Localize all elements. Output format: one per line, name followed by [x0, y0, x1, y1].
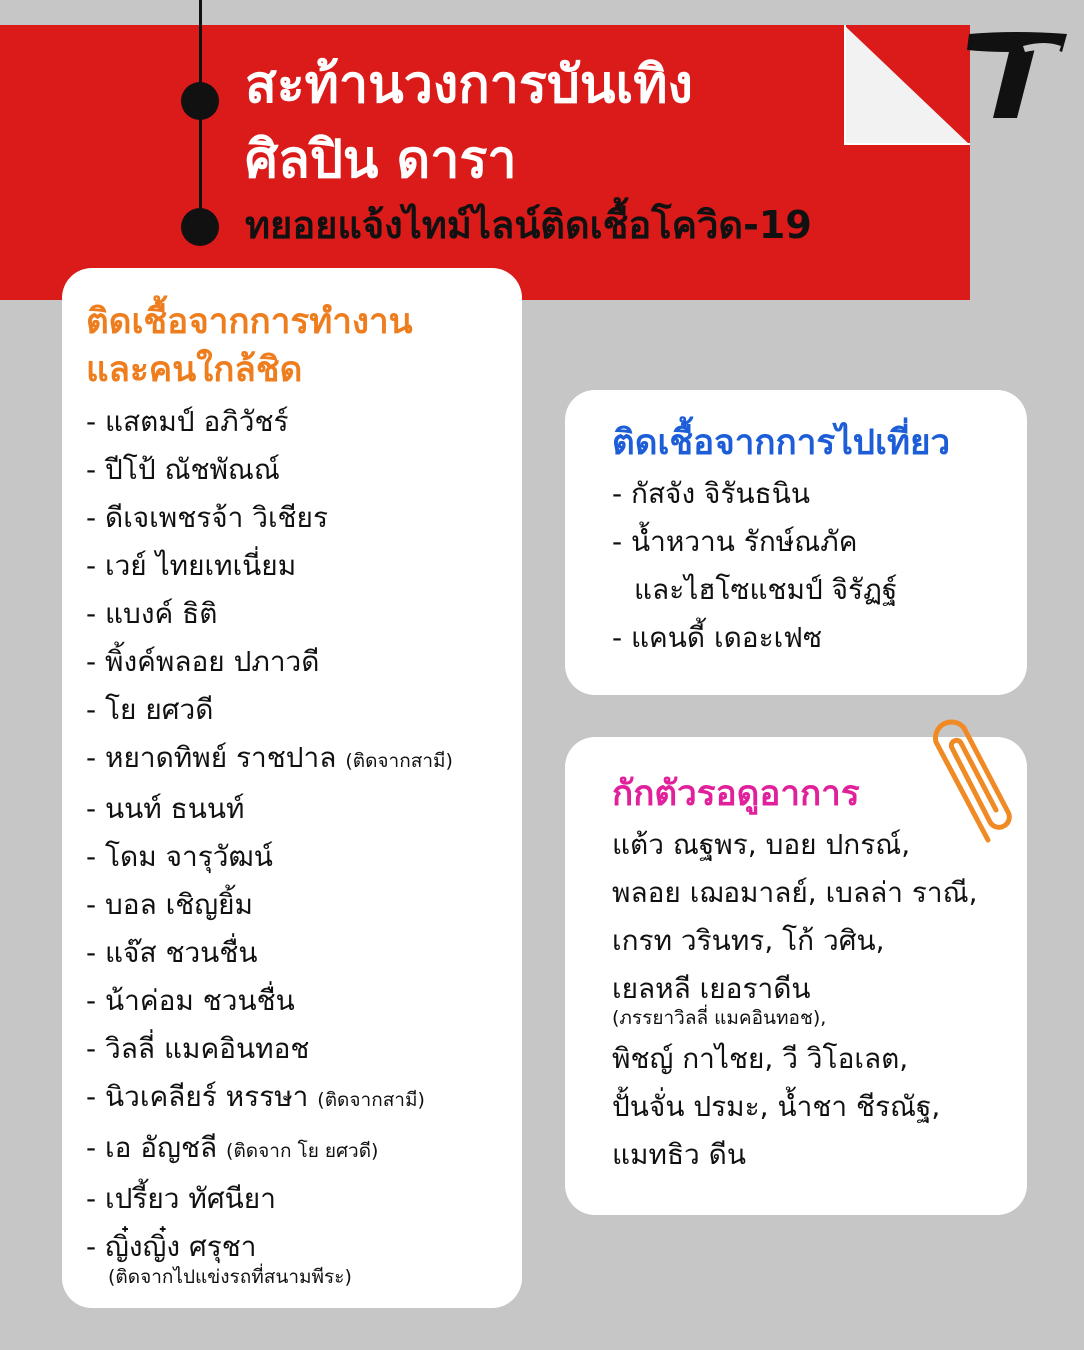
list-item — [86, 1025, 453, 1073]
list-item — [86, 638, 453, 686]
page-title-line1: สะท้านวงการบันเทิง — [245, 55, 693, 115]
travel-infection-heading: ติดเชื้อจากการไปเที่ยว — [612, 423, 951, 463]
list-item — [86, 398, 453, 446]
person-name: - เอ อัญชลี — [86, 1131, 218, 1164]
person-name: - โย ยศวดี — [86, 693, 214, 726]
quarantine-line: แต้ว ณฐพร, บอย ปกรณ์, — [612, 828, 911, 861]
list-item-continuation: และไฮโซแชมป์ จิรัฏฐ์ — [634, 573, 898, 606]
quarantine-line: เกรท วรินทร, โก้ วศิน, — [612, 924, 885, 957]
person-name: - โดม จารุวัฒน์ — [86, 840, 273, 873]
person-name: - นนท์ ธนนท์ — [86, 792, 245, 825]
person-name: - หยาดทิพย์ ราชปาล — [86, 741, 337, 774]
quarantine-heading: กักตัวรอดูอาการ — [612, 774, 860, 814]
brand-t-logo-icon — [965, 28, 1070, 123]
list-item — [86, 1073, 453, 1124]
person-name: - แสตมป์ อภิวัชร์ — [86, 405, 289, 438]
corner-fold-edge-bottom — [844, 143, 970, 145]
quarantine-line: ปั้นจั่น ปรมะ, น้ำชา ชีรณัฐ, — [612, 1090, 941, 1123]
person-name: - ญิ๋งญิ๋ง ศรุชา — [86, 1230, 257, 1263]
person-name: - วิลลี่ แมคอินทอช — [86, 1032, 310, 1065]
list-item — [86, 1223, 453, 1289]
person-name: - เปรี้ยว ทัศนียา — [86, 1182, 276, 1215]
page-subtitle: ทยอยแจ้งไทม์ไลน์ติดเชื้อโควิด-19 — [245, 203, 812, 247]
quarantine-list — [612, 821, 978, 1179]
list-item — [86, 977, 453, 1025]
list-item — [86, 494, 453, 542]
list-item — [86, 833, 453, 881]
list-item: - น้ำหวาน รักษ์ณภัค — [612, 525, 858, 558]
infection-note: (ติดจากไปแข่งรถที่สนามพีระ) — [108, 1266, 352, 1288]
person-name: - แบงค์ ธิติ — [86, 597, 218, 630]
list-item: - แคนดี้ เดอะเฟซ — [612, 621, 823, 654]
list-item — [86, 590, 453, 638]
list-item: - กัสจัง จิรันธนิน — [612, 477, 810, 510]
list-item — [86, 686, 453, 734]
work-infection-card — [62, 268, 522, 1308]
work-heading-line2: และคนใกล้ชิด — [86, 350, 303, 390]
infection-note: (ติดจากสามี) — [317, 1089, 425, 1111]
list-item — [86, 1175, 453, 1223]
work-infection-list — [86, 398, 453, 1289]
quarantine-line: พิชญ์ กาไชย, วี วิโอเลต, — [612, 1042, 909, 1075]
timeline-dot — [181, 208, 219, 246]
list-item — [86, 542, 453, 590]
work-infection-heading — [86, 298, 413, 394]
person-name: - ดีเจเพชรจ้า วิเชียร — [86, 501, 329, 534]
corner-fold-edge — [844, 25, 846, 145]
person-name: - บอล เชิญยิ้ม — [86, 888, 253, 921]
list-item — [86, 1124, 453, 1175]
person-name: - น้าค่อม ชวนชื่น — [86, 984, 295, 1017]
person-name: - แจ๊ส ชวนชื่น — [86, 936, 258, 969]
infection-note: (ติดจาก โย ยศวดี) — [226, 1140, 379, 1162]
page-title-line2: ศิลปิน ดารา — [245, 130, 517, 190]
quarantine-line: แมทธิว ดีน — [612, 1138, 746, 1171]
person-name: - ปีโป้ ณัชพัณณ์ — [86, 453, 280, 486]
person-name: - พิ้งค์พลอย ปภาวดี — [86, 645, 320, 678]
timeline-dot — [181, 82, 219, 120]
list-item — [86, 785, 453, 833]
paperclip-icon — [918, 712, 1018, 847]
travel-infection-list — [612, 470, 897, 662]
travel-infection-card — [565, 390, 1027, 695]
list-item — [86, 446, 453, 494]
work-heading-line1: ติดเชื้อจากการทำงาน — [86, 302, 413, 342]
person-name: - นิวเคลียร์ หรรษา — [86, 1080, 309, 1113]
quarantine-note: (ภรรยาวิลลี่ แมคอินทอช), — [612, 1007, 827, 1029]
list-item — [86, 929, 453, 977]
list-item — [86, 881, 453, 929]
list-item — [86, 734, 453, 785]
quarantine-line: เยลหลี เยอราดีน — [612, 972, 811, 1005]
person-name: - เวย์ ไทยเทเนี่ยม — [86, 549, 297, 582]
quarantine-line: พลอย เฌอมาลย์, เบลล่า ราณี, — [612, 876, 978, 909]
infection-note: (ติดจากสามี) — [345, 750, 453, 772]
